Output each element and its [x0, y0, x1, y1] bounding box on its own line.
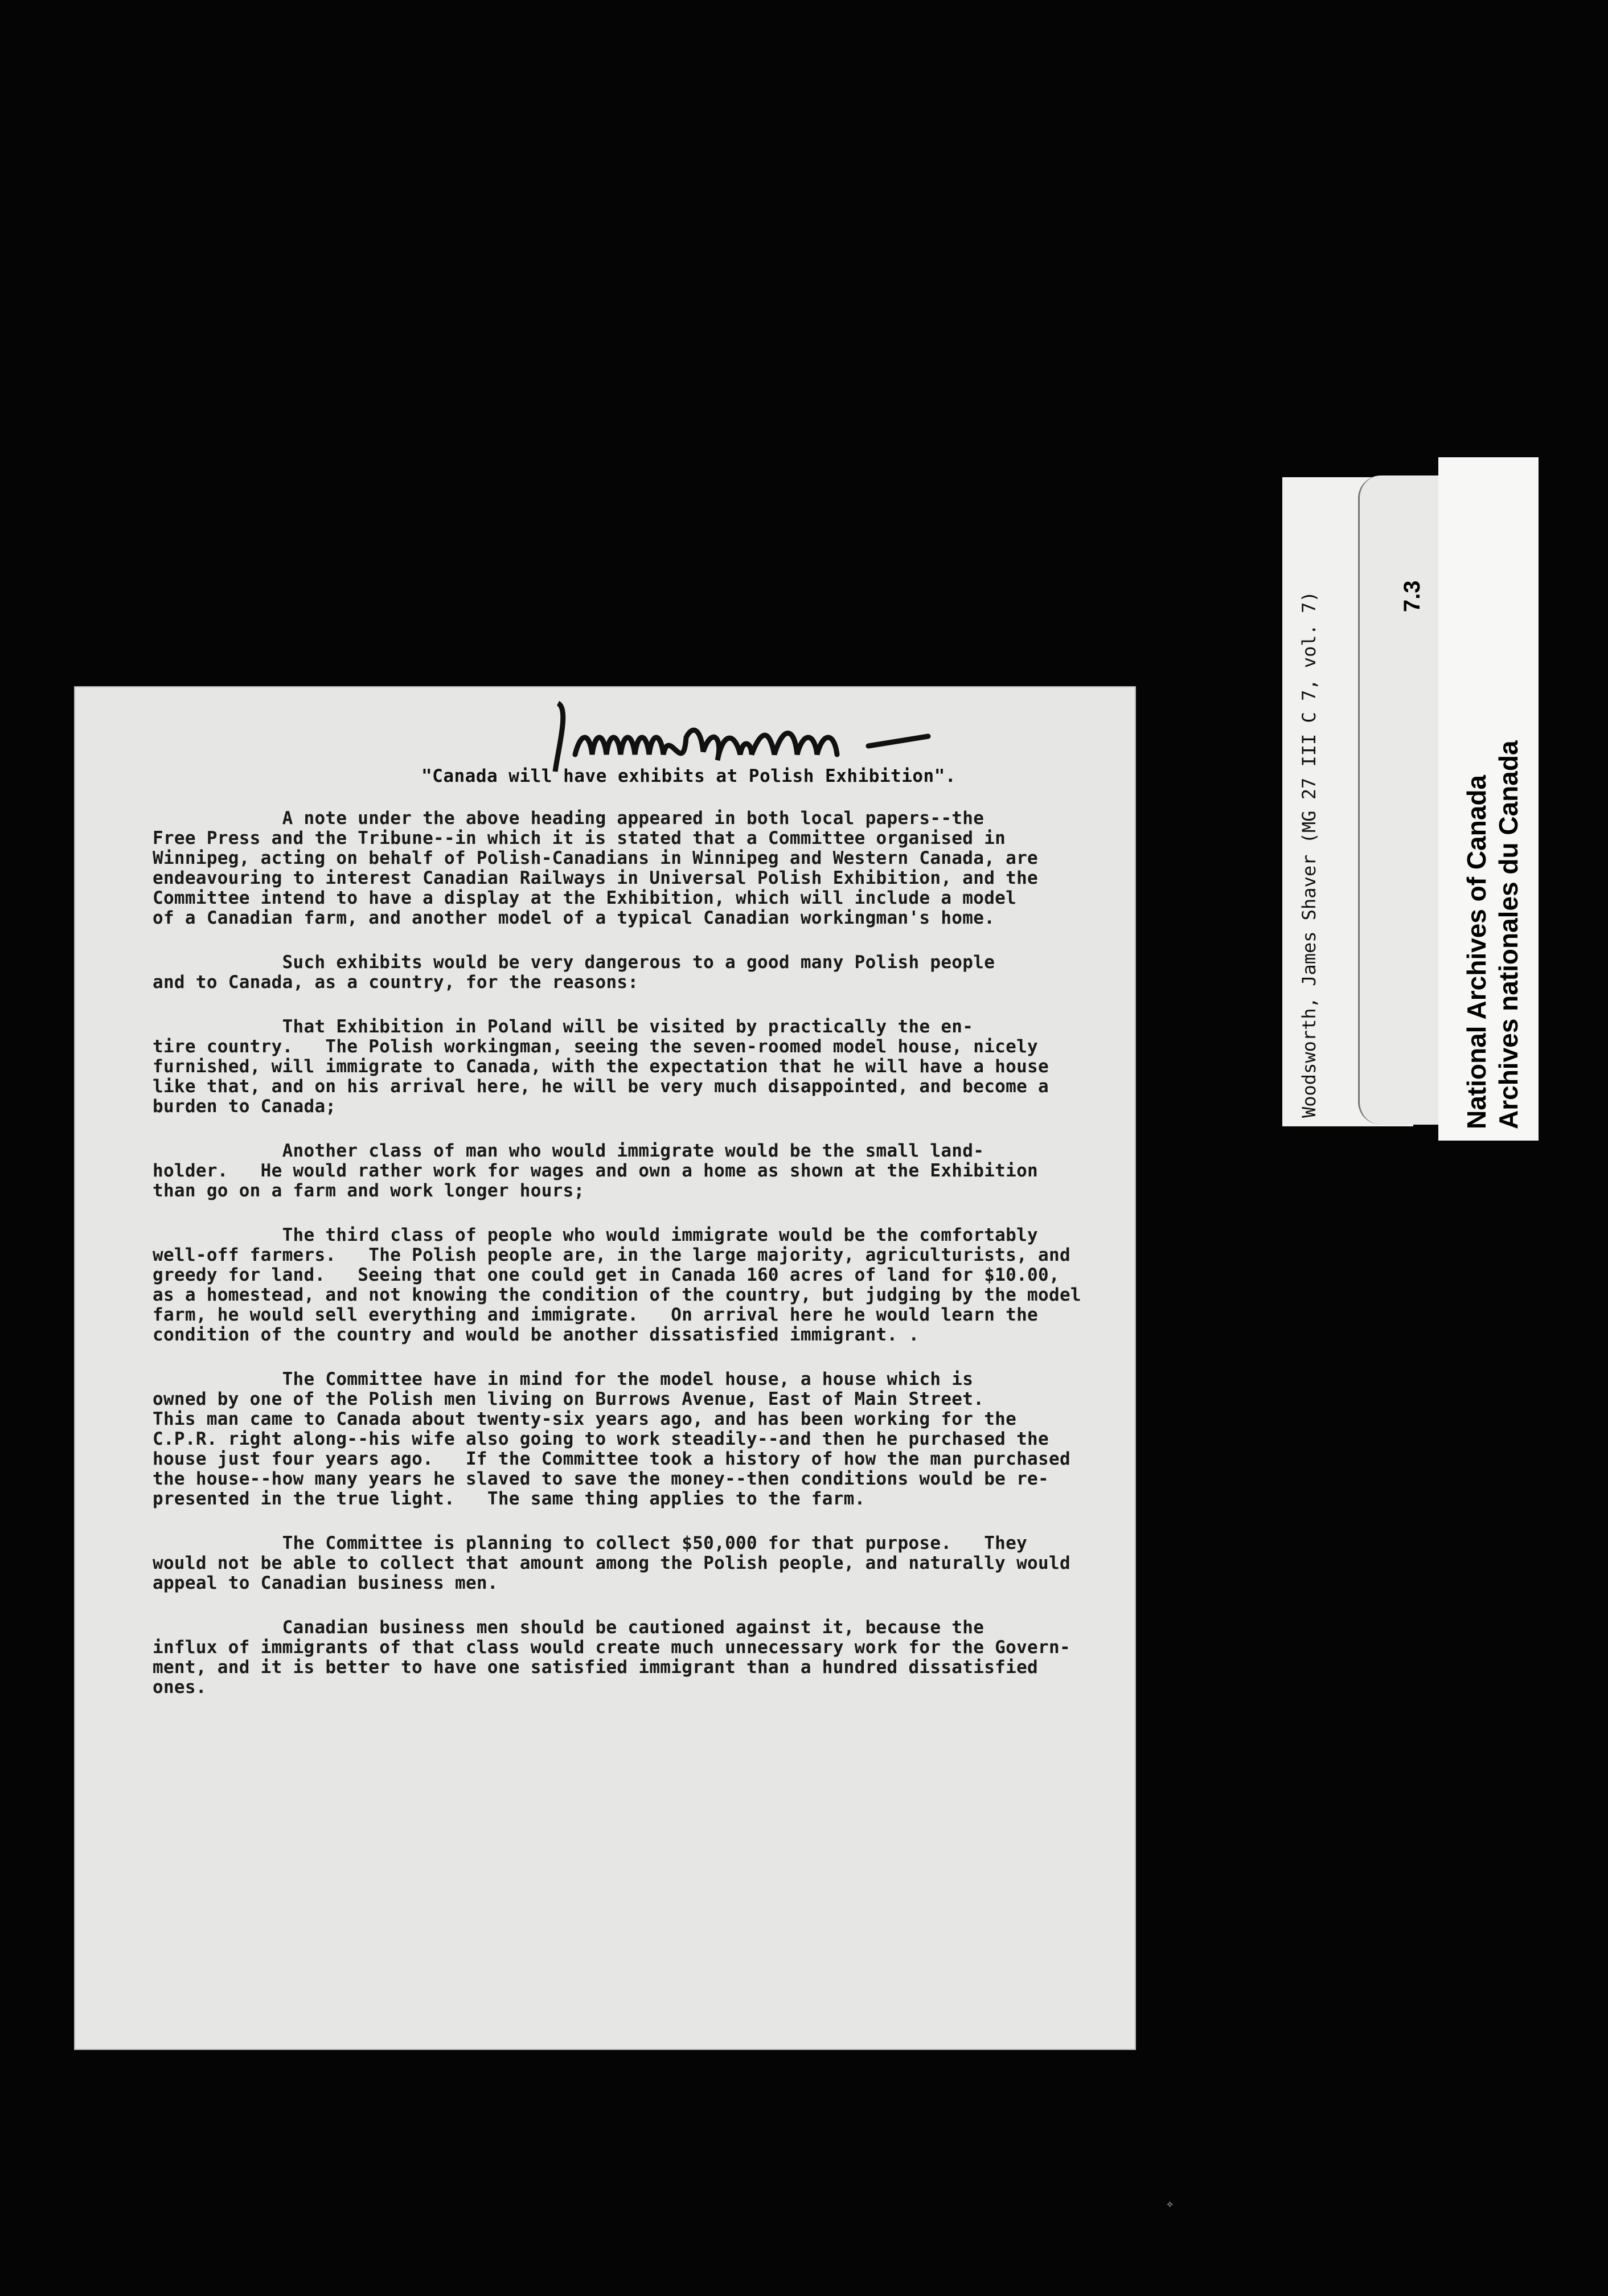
paragraph-line: would not be able to collect that amount among the Polish people, and naturally would: [153, 1553, 1070, 1573]
paragraph-line: ones.: [153, 1677, 207, 1698]
paragraph-line: holder. He would rather work for wages and own a home as shown at the Exhibition: [153, 1161, 1039, 1181]
paragraph-line: appeal to Canadian business men.: [153, 1573, 498, 1593]
film-speck: ✧: [1166, 2197, 1174, 2211]
paragraph-line: influx of immigrants of that class would create much unnecessary work for the Govern-: [153, 1637, 1070, 1658]
paragraph-line: as a homestead, and not knowing the condition of the country, but judging by the model: [153, 1285, 1081, 1305]
document-body: [153, 808, 1081, 1722]
paragraph: [153, 953, 1075, 993]
paragraph-line: the house--how many years he slaved to save the money--then conditions would be re-: [153, 1469, 1049, 1489]
paragraph-line: The Committee is planning to collect $50,000 for that purpose. They: [153, 1533, 1028, 1553]
reference-collection-text: Woodsworth, James Shaver (MG 27 III C 7, vol. 7): [1298, 591, 1320, 1118]
paragraph-line: endeavouring to interest Canadian Railways in Universal Polish Exhibition, and the: [153, 868, 1039, 888]
paragraph-line: Such exhibits would be very dangerous to a good many Polish people: [153, 952, 995, 973]
paragraph-line: A note under the above heading appeared in both local papers--the: [153, 808, 985, 829]
paragraph-line: C.P.R. right along--his wife also going to work steadily--and then he purchased the: [153, 1429, 1049, 1449]
paragraph-line: The third class of people who would immigrate would be the comfortably: [153, 1225, 1039, 1245]
paragraph-line: Canadian business men should be cautioned against it, because the: [153, 1617, 985, 1638]
folder-tab: [1358, 475, 1439, 1125]
archives-label: [1438, 457, 1539, 1141]
paragraph-line: furnished, will immigrate to Canada, with the expectation that he will have a house: [153, 1056, 1049, 1077]
archives-name-fr: Archives nationales du Canada: [1494, 740, 1523, 1129]
paragraph: [153, 1225, 1081, 1345]
paragraph: [153, 1534, 1075, 1593]
paragraph: [153, 1618, 1075, 1698]
paragraph: [153, 1017, 1075, 1117]
paragraph-line: Free Press and the Tribune--in which it is stated that a Committee organised in: [153, 828, 1006, 848]
paragraph-line: presented in the true light. The same thing applies to the farm.: [153, 1489, 865, 1509]
paragraph-line: and to Canada, as a country, for the reasons:: [153, 972, 639, 993]
paragraph-line: tire country. The Polish workingman, seeing the seven-roomed model house, nicely: [153, 1036, 1039, 1057]
paragraph-line: house just four years ago. If the Committee took a history of how the man purchased: [153, 1449, 1070, 1469]
paragraph: [153, 809, 1075, 928]
paragraph-line: ment, and it is better to have one satisfied immigrant than a hundred dissatisfied: [153, 1657, 1039, 1678]
paragraph-line: Winnipeg, acting on behalf of Polish-Canadians in Winnipeg and Western Canada, are: [153, 848, 1039, 868]
paragraph-line: Another class of man who would immigrate would be the small land-: [153, 1141, 985, 1161]
paragraph-line: That Exhibition in Poland will be visited by practically the en-: [153, 1016, 974, 1037]
paragraph-line: burden to Canada;: [153, 1096, 337, 1117]
paragraph-line: like that, and on his arrival here, he will be very much disappointed, and become a: [153, 1076, 1049, 1097]
paragraph: [153, 1141, 1075, 1201]
paragraph: [153, 1370, 1075, 1509]
paragraph-line: owned by one of the Polish men living on Burrows Avenue, East of Main Street.: [153, 1389, 985, 1409]
archives-name-en: National Archives of Canada: [1462, 774, 1491, 1129]
document-heading: "Canada will have exhibits at Polish Exhibition".: [421, 766, 957, 786]
paragraph-line: well-off farmers. The Polish people are, in the large majority, agriculturists, and: [153, 1245, 1070, 1265]
paragraph-line: farm, he would sell everything and immigrate. On arrival here he would learn the: [153, 1305, 1039, 1325]
folder-number: 7.3: [1400, 580, 1425, 612]
paragraph-line: condition of the country and would be another dissatisfied immigrant. .: [153, 1325, 920, 1345]
paragraph-line: This man came to Canada about twenty-six years ago, and has been working for the: [153, 1409, 1017, 1429]
paragraph-line: of a Canadian farm, and another model of a typical Canadian workingman's home.: [153, 908, 995, 928]
paragraph-line: than go on a farm and work longer hours;: [153, 1180, 585, 1201]
paragraph-line: greedy for land. Seeing that one could get in Canada 160 acres of land for $10.00,: [153, 1265, 1060, 1285]
paragraph-line: Committee intend to have a display at the Exhibition, which will include a model: [153, 888, 1017, 908]
paragraph-line: The Committee have in mind for the model house, a house which is: [153, 1369, 974, 1389]
